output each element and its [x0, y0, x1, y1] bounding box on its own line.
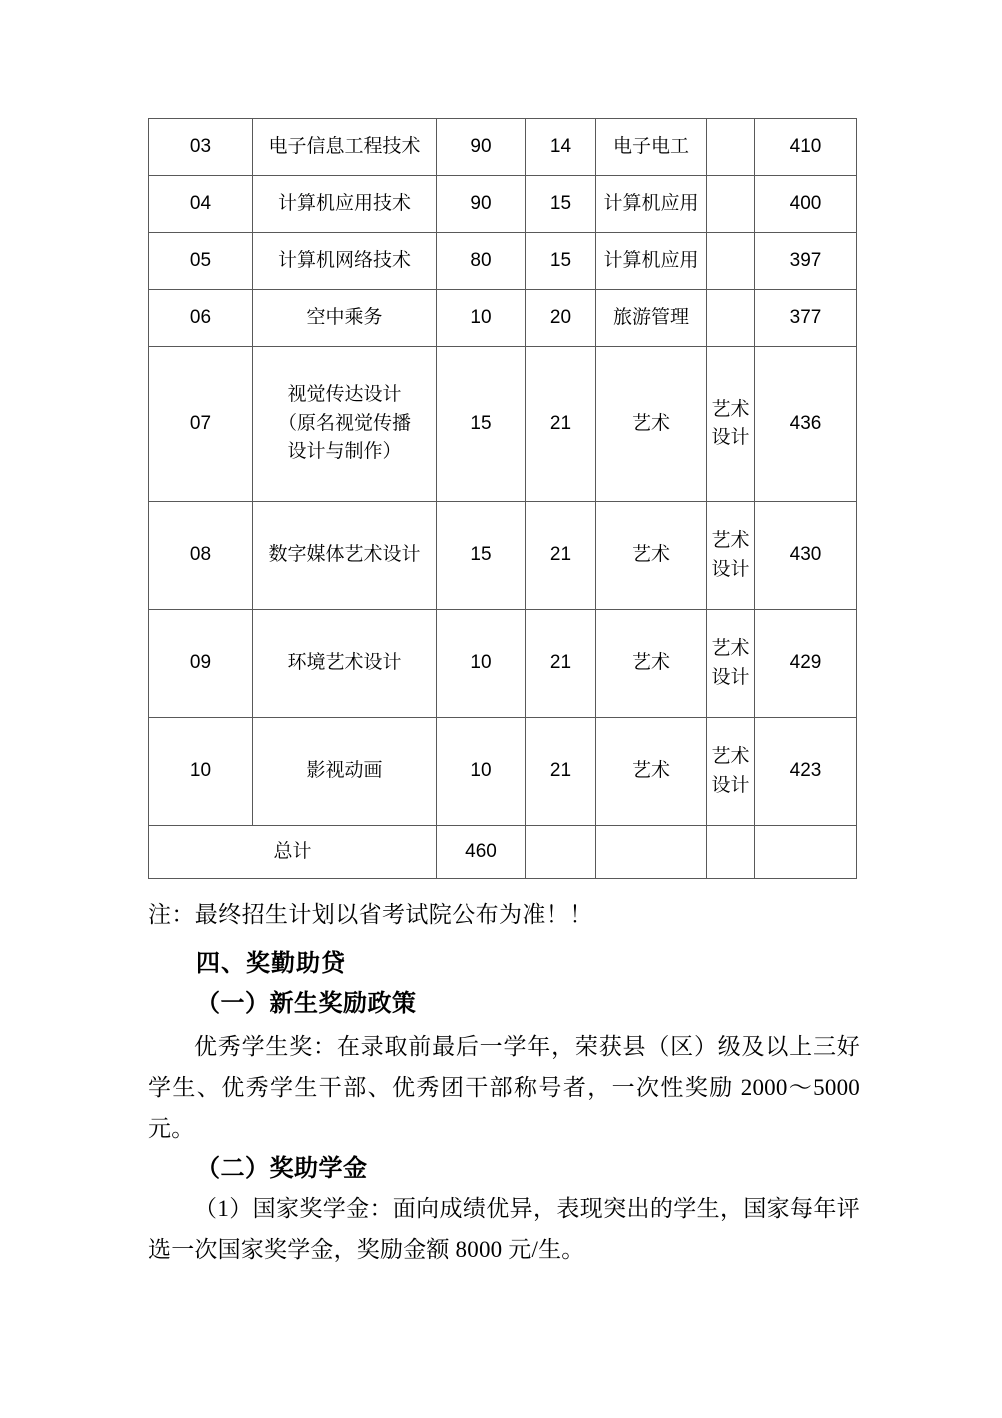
table-row: [149, 610, 857, 718]
cell-plan: 90: [437, 119, 526, 176]
cell-score: 400: [755, 176, 857, 233]
cell-fee: 15: [526, 176, 596, 233]
cell-score: 410: [755, 119, 857, 176]
table-total-row: [149, 826, 857, 879]
cell-category: 艺术: [596, 347, 707, 502]
cell-major: 环境艺术设计: [253, 610, 437, 718]
cell-plan: 10: [437, 718, 526, 826]
cell-score: 423: [755, 718, 857, 826]
cell-fee: 21: [526, 347, 596, 502]
cell-total-art: [707, 826, 755, 879]
cell-plan: 10: [437, 610, 526, 718]
cell-score: 430: [755, 502, 857, 610]
table-row: [149, 347, 857, 502]
table-row: [149, 119, 857, 176]
subsection-heading-2: （二）奖助学金: [196, 1155, 368, 1182]
cell-index: 10: [149, 718, 253, 826]
cell-fee: 21: [526, 610, 596, 718]
cell-category: 旅游管理: [596, 290, 707, 347]
cell-score: 377: [755, 290, 857, 347]
table-row: [149, 718, 857, 826]
enrollment-plan-table: [148, 118, 857, 879]
cell-major: 数字媒体艺术设计: [253, 502, 437, 610]
cell-category: 计算机应用: [596, 233, 707, 290]
major-line-2: （原名视觉传播: [277, 412, 411, 434]
cell-art: 艺术设计: [707, 347, 755, 502]
cell-score: 436: [755, 347, 857, 502]
cell-major: 计算机应用技术: [253, 176, 437, 233]
cell-major: 计算机网络技术: [253, 233, 437, 290]
cell-index: 06: [149, 290, 253, 347]
cell-fee: 15: [526, 233, 596, 290]
cell-total-category: [596, 826, 707, 879]
cell-category: 电子电工: [596, 119, 707, 176]
cell-category: 艺术: [596, 502, 707, 610]
cell-index: 04: [149, 176, 253, 233]
cell-index: 08: [149, 502, 253, 610]
cell-fee: 21: [526, 718, 596, 826]
table-row: [149, 176, 857, 233]
cell-major: [253, 347, 437, 502]
cell-score: 397: [755, 233, 857, 290]
cell-art: [707, 176, 755, 233]
cell-major: 空中乘务: [253, 290, 437, 347]
cell-major: 影视动画: [253, 718, 437, 826]
cell-category: 艺术: [596, 610, 707, 718]
cell-fee: 21: [526, 502, 596, 610]
cell-major: 电子信息工程技术: [253, 119, 437, 176]
paragraph-new-student-award: 优秀学生奖：在录取前最后一学年，荣获县（区）级及以上三好学生、优秀学生干部、优秀团干部称号者，一次性奖励 2000～5000 元。: [148, 1034, 860, 1141]
cell-index: 05: [149, 233, 253, 290]
subsection-heading-1: （一）新生奖励政策: [196, 990, 417, 1017]
cell-total-plan: 460: [437, 826, 526, 879]
major-line-1: 视觉传达设计: [287, 384, 402, 406]
cell-art: [707, 290, 755, 347]
cell-art: [707, 233, 755, 290]
cell-plan: 80: [437, 233, 526, 290]
cell-index: 09: [149, 610, 253, 718]
table-row: [149, 233, 857, 290]
cell-art: 艺术设计: [707, 610, 755, 718]
cell-total-label: 总计: [149, 826, 437, 879]
section-heading: 四、奖勤助贷: [196, 950, 346, 977]
cell-plan: 10: [437, 290, 526, 347]
cell-fee: 14: [526, 119, 596, 176]
cell-art: 艺术设计: [707, 718, 755, 826]
cell-index: 07: [149, 347, 253, 502]
cell-plan: 15: [437, 347, 526, 502]
cell-index: 03: [149, 119, 253, 176]
cell-plan: 15: [437, 502, 526, 610]
cell-plan: 90: [437, 176, 526, 233]
paragraph-national-scholarship: （1）国家奖学金：面向成绩优异，表现突出的学生，国家每年评选一次国家奖学金，奖励金额 8000 元/生。: [148, 1196, 860, 1262]
table-row: [149, 290, 857, 347]
table-row: [149, 502, 857, 610]
cell-art: 艺术设计: [707, 502, 755, 610]
cell-fee: 20: [526, 290, 596, 347]
cell-score: 429: [755, 610, 857, 718]
major-line-3: 设计与制作）: [287, 441, 402, 463]
cell-art: [707, 119, 755, 176]
cell-total-score: [755, 826, 857, 879]
cell-category: 计算机应用: [596, 176, 707, 233]
cell-total-fee: [526, 826, 596, 879]
table-note: 注：最终招生计划以省考试院公布为准！！: [148, 901, 593, 927]
cell-category: 艺术: [596, 718, 707, 826]
